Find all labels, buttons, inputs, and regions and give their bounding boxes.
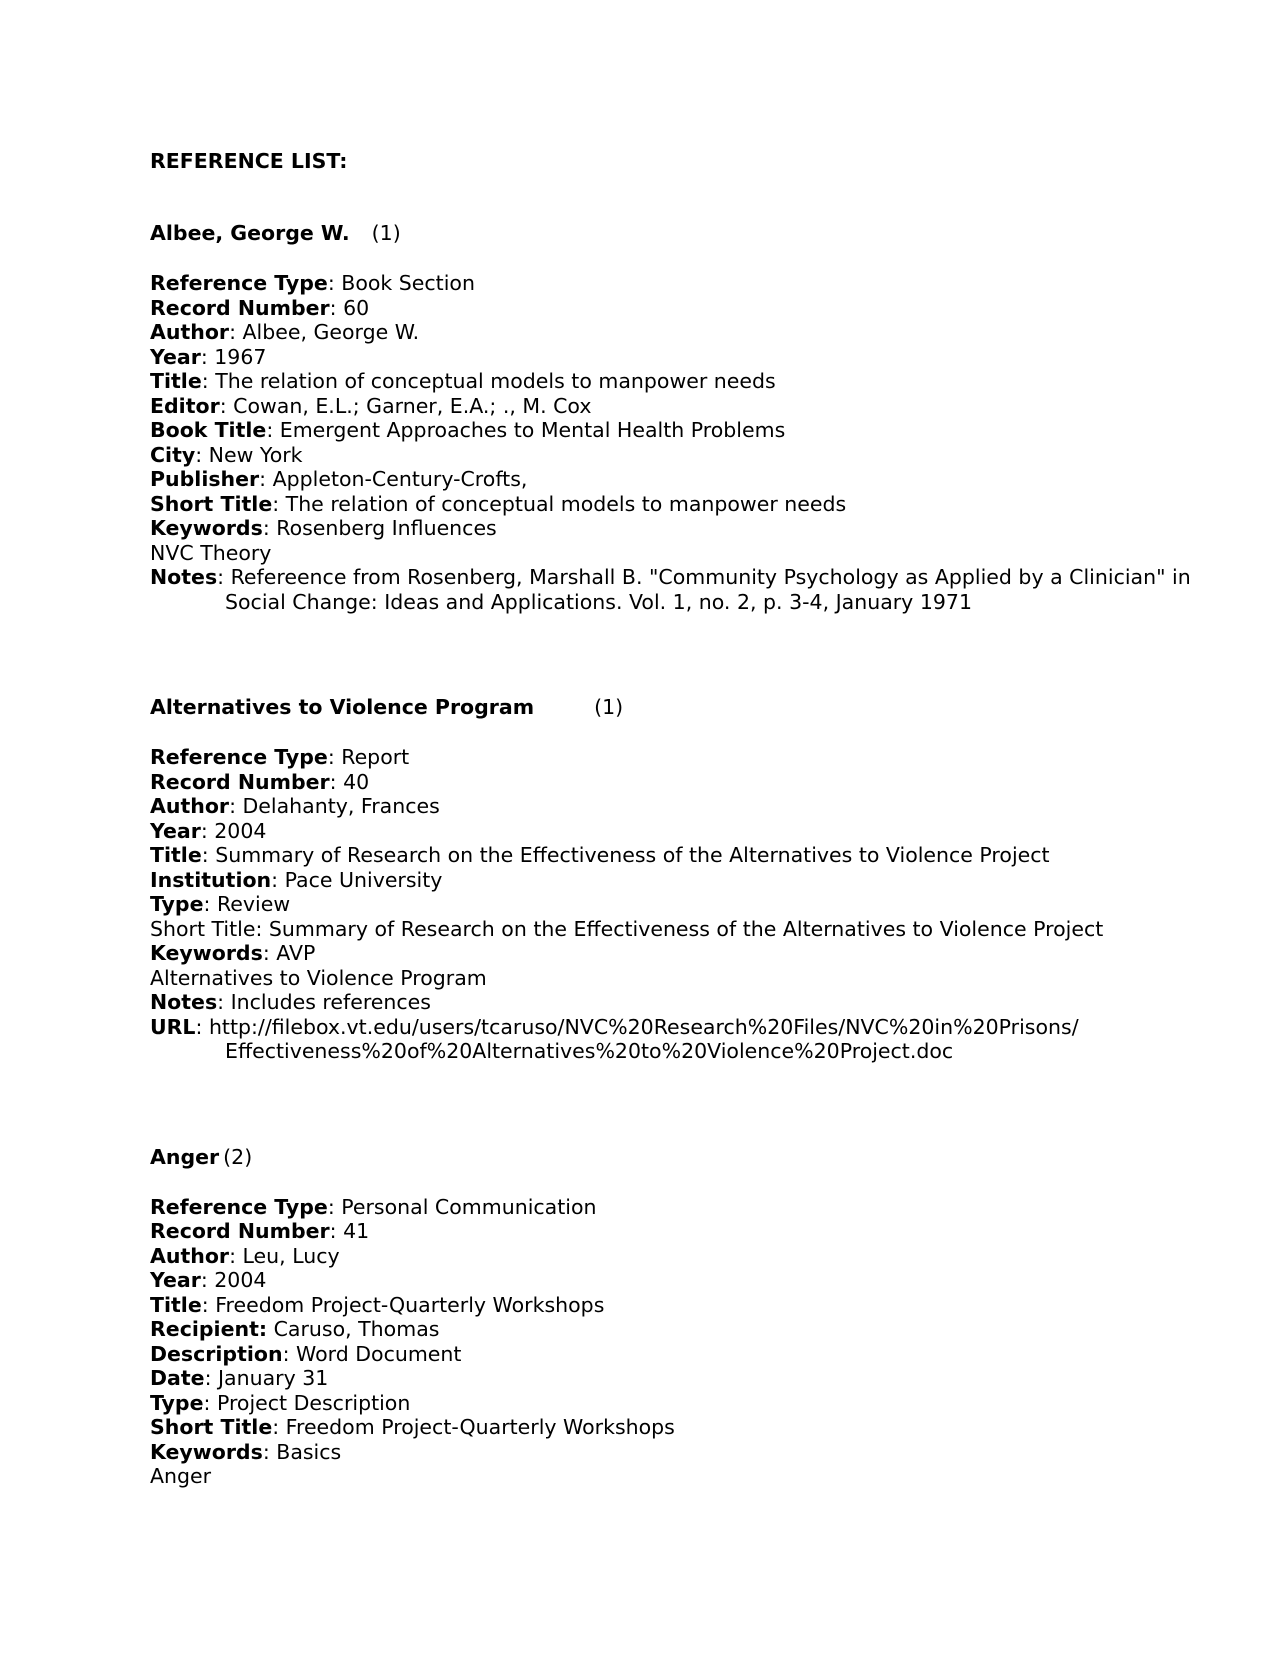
- field-record-number: Record Number: 41: [150, 1219, 370, 1243]
- field-recipient: Recipient: Caruso, Thomas: [150, 1317, 440, 1341]
- field-type: Type: Review: [150, 892, 291, 916]
- field-reference-type: Reference Type: Book Section: [150, 271, 475, 295]
- entry-title: [150, 220, 1150, 246]
- field-author: Author: Leu, Lucy: [150, 1243, 340, 1268]
- field-type: Type: Project Description: [150, 1390, 411, 1415]
- reference-list-page: [150, 148, 1191, 1489]
- field-book-title: Book Title: Emergent Approaches to Mental Health Problems: [150, 418, 786, 442]
- field-short-title: Short Title: The relation of conceptual models to manpower needs: [150, 491, 847, 516]
- field-record-number: Record Number: 60: [150, 295, 370, 320]
- field-publisher: Publisher: Appleton-Century-Crofts,: [150, 467, 528, 491]
- entry-count: (1): [594, 695, 624, 719]
- reference-entry: [150, 694, 1150, 1064]
- reference-entry: [150, 1144, 1150, 1489]
- field-title: Title: Summary of Research on the Effectiveness of the Alternatives to Violence Project: [150, 843, 1050, 867]
- field-reference-type: Reference Type: Personal Communication: [150, 1194, 597, 1219]
- entry-count: (2): [223, 1144, 253, 1169]
- field-reference-type: Reference Type: Report: [150, 745, 410, 769]
- field-keywords: Keywords: Rosenberg Influences: [150, 516, 497, 540]
- field-keywords: Keywords: Basics: [150, 1439, 342, 1464]
- field-title: Title: The relation of conceptual models to manpower needs: [150, 369, 776, 393]
- field-keywords-extra: NVC Theory: [150, 540, 272, 565]
- field-notes: Notes: Refereence from Rosenberg, Marshall B. "Community Psychology as Applied by a Clinician" in Social Change: Ideas and Applications. Vol. 1, no. 2, p. 3-4, January 1971: [150, 565, 1191, 614]
- field-short-title: Short Title: Freedom Project-Quarterly Workshops: [150, 1415, 675, 1439]
- entry-name: Anger: [150, 1144, 220, 1169]
- field-institution: Institution: Pace University: [150, 867, 443, 892]
- field-city: City: New York: [150, 442, 303, 467]
- entry-name: Alternatives to Violence Program: [150, 695, 535, 719]
- reference-list-heading: REFERENCE LIST:: [150, 149, 348, 173]
- field-keywords-extra: Alternatives to Violence Program: [150, 965, 487, 990]
- field-date: Date: January 31: [150, 1366, 329, 1390]
- entry-title: [150, 694, 1150, 720]
- field-keywords: Keywords: AVP: [150, 941, 316, 965]
- field-year: Year: 2004: [150, 818, 267, 843]
- field-record-number: Record Number: 40: [150, 769, 370, 794]
- reference-entry: [150, 220, 1191, 614]
- field-notes: Notes: Includes references: [150, 990, 431, 1014]
- field-keywords-extra: Anger: [150, 1464, 212, 1488]
- field-title: Title: Freedom Project-Quarterly Workshops: [150, 1292, 605, 1317]
- entry-name: Albee, George W.: [150, 221, 350, 245]
- entry-title: [150, 1144, 1150, 1170]
- field-short-title-plain: Short Title: Summary of Research on the Effectiveness of the Alternatives to Violence Project: [150, 916, 1104, 941]
- field-year: Year: 2004: [150, 1268, 267, 1292]
- field-description: Description: Word Document: [150, 1341, 462, 1366]
- field-year: Year: 1967: [150, 344, 267, 369]
- field-url: URL: http://filebox.vt.edu/users/tcaruso/NVC%20Research%20Files/NVC%20in%20Prisons/ Effectiveness%20of%20Alternatives%20to%20Violence%20Project.doc: [150, 1014, 1079, 1063]
- field-editor: Editor: Cowan, E.L.; Garner, E.A.; ., M. Cox: [150, 393, 592, 418]
- field-author: Author: Albee, George W.: [150, 320, 420, 344]
- field-author: Author: Delahanty, Frances: [150, 794, 440, 818]
- url-link[interactable]: http://filebox.vt.edu/users/tcaruso/NVC%20Research%20Files/NVC%20in%20Prisons/ Effectiveness%20of%20Alternatives%20to%20Violence%20Project.doc: [208, 1014, 1079, 1063]
- entry-count: (1): [371, 221, 401, 245]
